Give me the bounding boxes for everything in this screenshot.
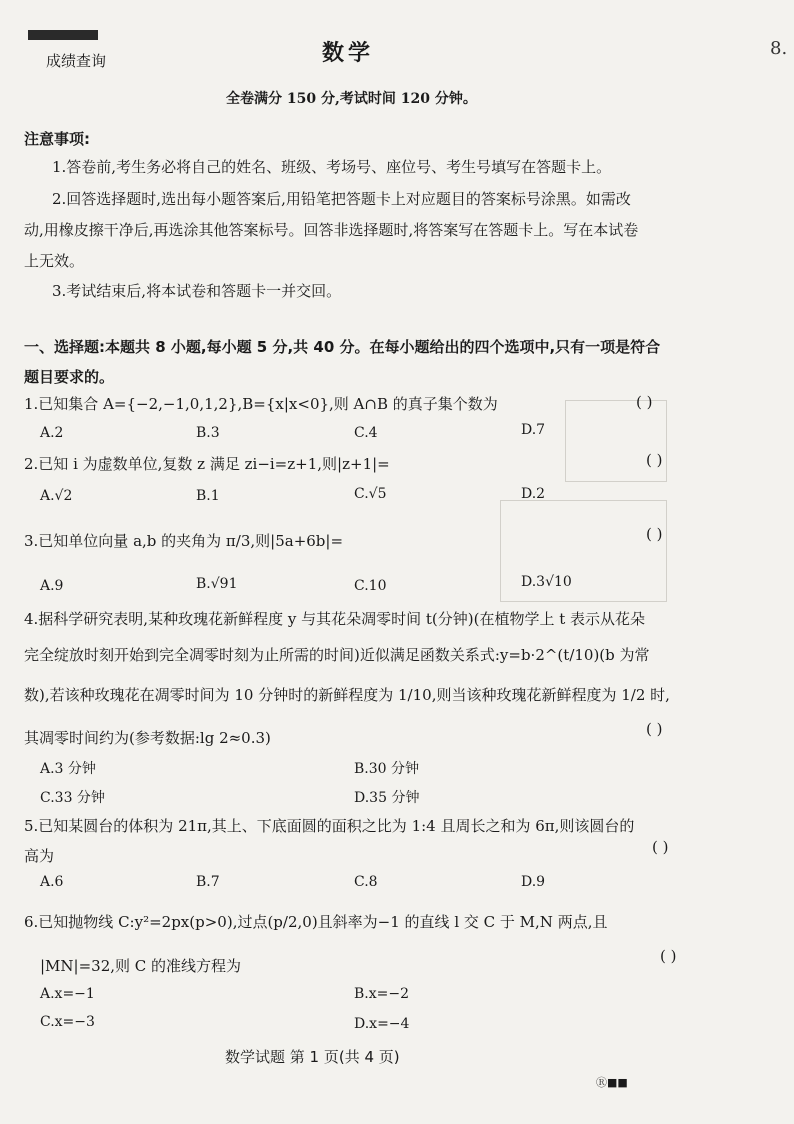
- bleed-through-box: [565, 400, 667, 482]
- question-3-stem: 3.已知单位向量 a,b 的夹角为 π/3,则|5a+6b|=: [24, 532, 344, 550]
- option-d: D.3√10: [521, 574, 572, 590]
- option-a: A.x=−1: [40, 986, 95, 1002]
- logo-bar: [28, 30, 98, 40]
- note-item: 3.考试结束后,将本试卷和答题卡一并交回。: [52, 282, 342, 300]
- option-b: B.7: [196, 874, 220, 890]
- answer-paren: ( ): [636, 393, 653, 411]
- note-item: 2.回答选择题时,选出每小题答案后,用铅笔把答题卡上对应题目的答案标号涂黑。如需改: [52, 190, 631, 208]
- question-4-stem: 完全绽放时刻开始到完全凋零时刻为止所需的时间)近似满足函数关系式:y=b·2^(t/10)(b 为常: [24, 646, 650, 664]
- exam-subtitle: 全卷满分 150 分,考试时间 120 分钟。: [226, 91, 477, 107]
- option-c: C.x=−3: [40, 1014, 95, 1030]
- option-a: A.√2: [40, 488, 73, 504]
- option-b: B.x=−2: [354, 986, 410, 1002]
- answer-paren: ( ): [660, 947, 677, 965]
- answer-paren: ( ): [646, 525, 663, 543]
- option-b: B.3: [196, 425, 220, 441]
- question-5-stem: 5.已知某圆台的体积为 21π,其上、下底面圆的面积之比为 1:4 且周长之和为 6π,则该圆台的: [24, 817, 635, 835]
- edge-mark: 8.: [770, 38, 788, 59]
- option-c: C.33 分钟: [40, 790, 105, 806]
- option-d: D.9: [521, 874, 546, 890]
- option-c: C.8: [354, 874, 378, 890]
- question-4-stem: 其凋零时间约为(参考数据:lg 2≈0.3): [24, 729, 271, 747]
- footer-mark: Ⓡ■■: [596, 1076, 628, 1089]
- answer-paren: ( ): [646, 720, 663, 738]
- option-b: B.30 分钟: [354, 761, 420, 777]
- question-4-stem: 4.据科学研究表明,某种玫瑰花新鲜程度 y 与其花朵凋零时间 t(分钟)(在植物学上 t 表示从花朵: [24, 610, 646, 628]
- option-c: C.√5: [354, 486, 387, 502]
- question-2-stem: 2.已知 i 为虚数单位,复数 z 满足 zi−i=z+1,则|z+1|=: [24, 455, 390, 473]
- option-a: A.6: [40, 874, 64, 890]
- option-c: C.4: [354, 425, 378, 441]
- answer-paren: ( ): [652, 838, 669, 856]
- option-d: D.x=−4: [354, 1016, 410, 1032]
- question-6-stem: |MN|=32,则 C 的准线方程为: [40, 957, 242, 975]
- option-b: B.√91: [196, 576, 238, 592]
- option-d: D.2: [521, 486, 546, 502]
- page-footer: 数学试题 第 1 页(共 4 页): [225, 1048, 400, 1066]
- score-query-label: 成绩查询: [46, 52, 107, 70]
- question-4-stem: 数),若该种玫瑰花在凋零时间为 10 分钟时的新鲜程度为 1/10,则当该种玫瑰花新鲜程度为 1/2 时,: [24, 686, 670, 704]
- option-c: C.10: [354, 578, 387, 594]
- notes-heading: 注意事项:: [24, 130, 90, 148]
- option-a: A.2: [40, 425, 64, 441]
- page-title: 数学: [322, 41, 375, 66]
- question-6-stem: 6.已知抛物线 C:y²=2px(p>0),过点(p/2,0)且斜率为−1 的直线 l 交 C 于 M,N 两点,且: [24, 913, 608, 931]
- note-item: 动,用橡皮擦干净后,再选涂其他答案标号。回答非选择题时,将答案写在答题卡上。写在本试卷: [24, 221, 639, 239]
- question-5-stem: 高为: [24, 847, 55, 865]
- option-d: D.35 分钟: [354, 790, 420, 806]
- note-item: 上无效。: [24, 252, 85, 270]
- option-a: A.3 分钟: [40, 761, 96, 777]
- note-item: 1.答卷前,考生务必将自己的姓名、班级、考场号、座位号、考生号填写在答题卡上。: [52, 158, 612, 176]
- option-a: A.9: [40, 578, 64, 594]
- section-heading-cont: 题目要求的。: [24, 368, 115, 386]
- answer-paren: ( ): [646, 451, 663, 469]
- question-1-stem: 1.已知集合 A={−2,−1,0,1,2},B={x|x<0},则 A∩B 的真子集个数为: [24, 395, 498, 413]
- option-b: B.1: [196, 488, 220, 504]
- section-heading: 一、选择题:本题共 8 小题,每小题 5 分,共 40 分。在每小题给出的四个选项中,只有一项是符合: [24, 338, 661, 356]
- option-d: D.7: [521, 422, 546, 438]
